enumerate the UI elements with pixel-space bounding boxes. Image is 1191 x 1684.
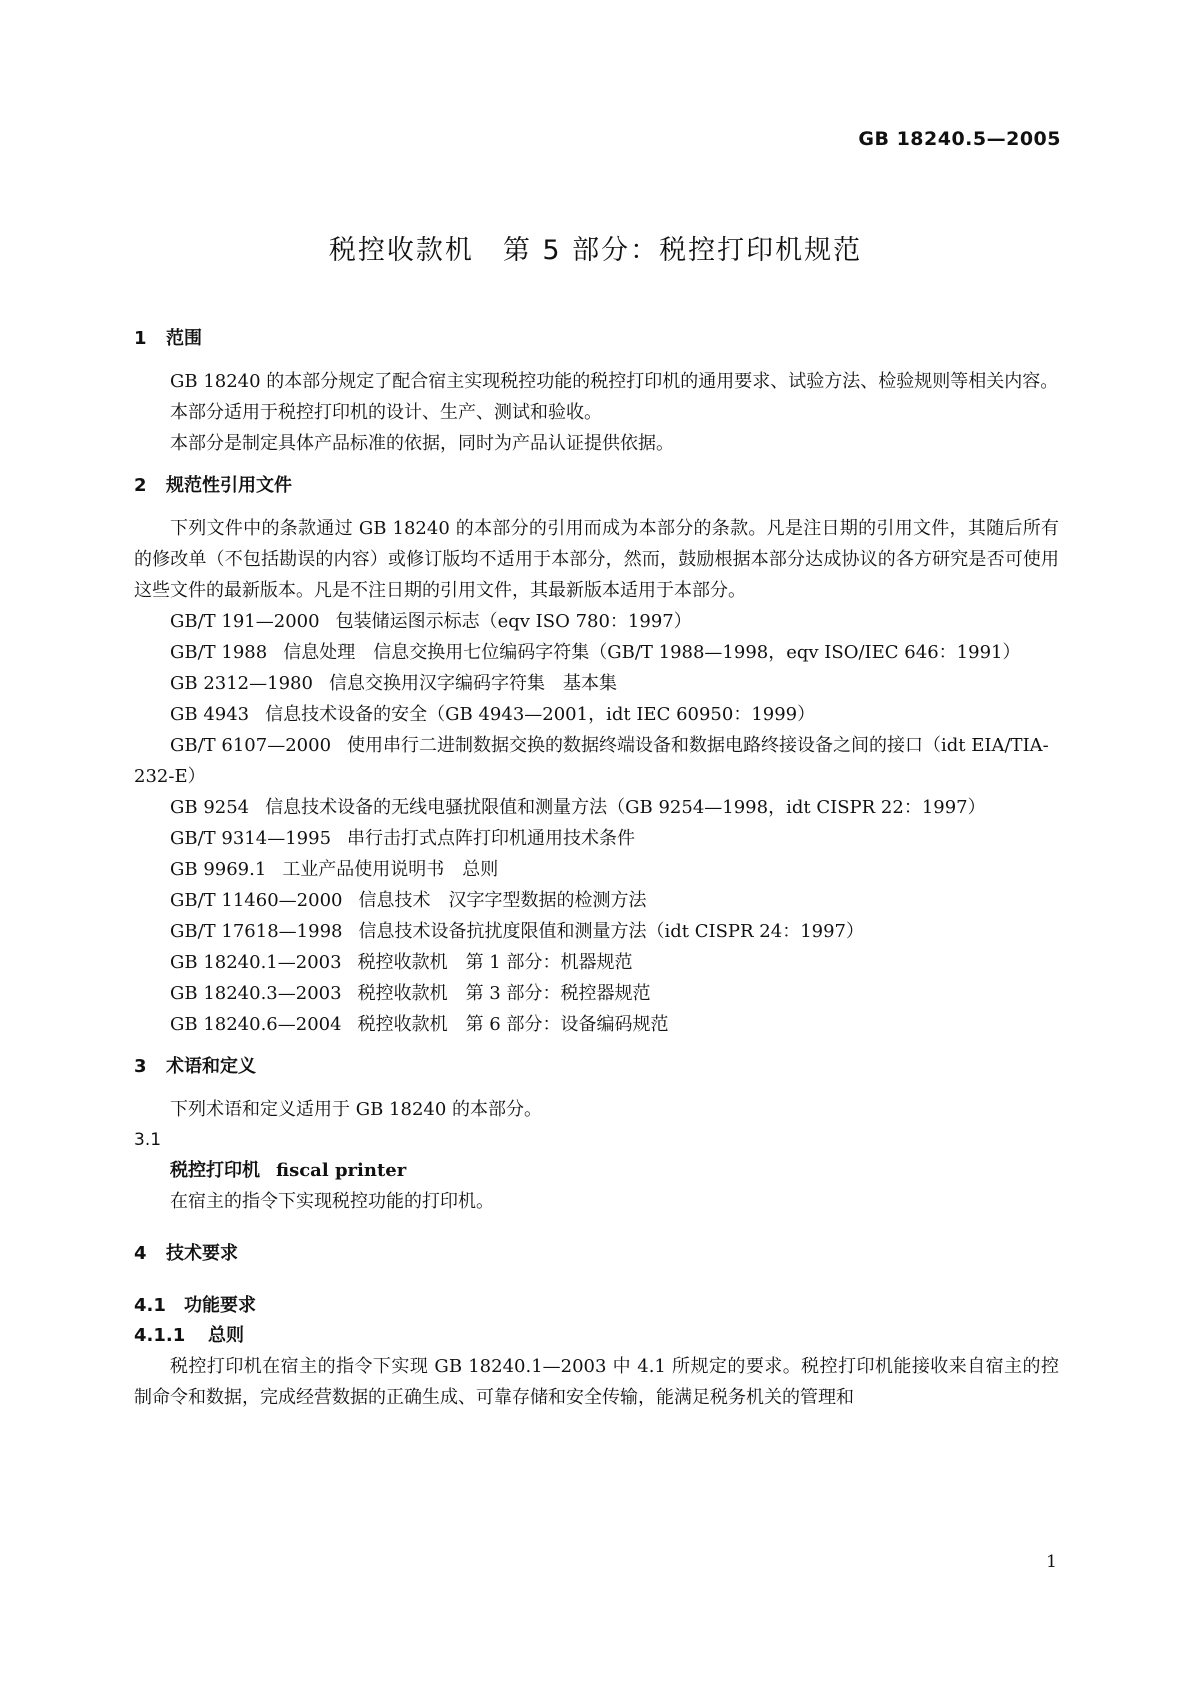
reference-item [134,699,1059,730]
standard-number: GB 18240.5—2005 [858,128,1061,150]
reference-item [134,730,1059,792]
page-number: 1 [1046,1552,1057,1572]
term-entry [134,1155,1059,1186]
reference-title: 使用串行二进制数据交换的数据终端设备和数据电路终接设备之间的接口（idt EIA/TIA-232-E） [134,735,1049,787]
section-title: 技术要求 [166,1243,238,1264]
term-definition: 在宿主的指令下实现税控功能的打印机。 [170,1191,494,1212]
paragraph: 本部分适用于税控打印机的设计、生产、测试和验收。 [170,402,602,423]
reference-item [134,668,1059,699]
reference-code: GB 9254 [170,797,250,818]
reference-title: 税控收款机 第 1 部分：机器规范 [357,952,633,973]
reference-title: 信息技术设备抗扰度限值和测量方法（idt CISPR 24：1997） [358,921,865,942]
paragraph: 下列文件中的条款通过 GB 18240 的本部分的引用而成为本部分的条款。凡是注日期的引用文件，其随后所有的修改单（不包括勘误的内容）或修订版均不适用于本部分，然而，鼓励根据本部分达成协议的各方研究是否可使用这些文件的最新版本。凡是不注日期的引用文件，其最新版本适用于本部分。 [134,518,1059,601]
section-heading [134,324,1059,354]
reference-title: 包装储运图示标志（eqv ISO 780：1997） [335,611,692,632]
paragraph: GB 18240 的本部分规定了配合宿主实现税控功能的税控打印机的通用要求、试验方法、检验规则等相关内容。 [170,371,1059,392]
reference-title: 工业产品使用说明书 总则 [282,859,499,880]
term-number: 3.1 [134,1130,162,1150]
term-zh: 税控打印机 [170,1160,260,1181]
section-title: 术语和定义 [166,1056,256,1077]
section-title: 规范性引用文件 [166,475,292,496]
reference-item [134,978,1059,1009]
reference-code: GB 2312—1980 [170,673,313,694]
reference-code: GB/T 191—2000 [170,611,320,632]
section-heading [134,1052,1059,1082]
reference-code: GB 9969.1 [170,859,267,880]
reference-code: GB 4943 [170,704,250,725]
reference-item [134,885,1059,916]
reference-item [134,792,1059,823]
subsubsection-title: 总则 [208,1325,244,1346]
paragraph: 税控打印机在宿主的指令下实现 GB 18240.1—2003 中 4.1 所规定的要求。税控打印机能接收来自宿主的控制命令和数据，完成经营数据的正确生成、可靠存储和安全传输，能满足税务机关的管理和 [134,1356,1059,1408]
term-en: fiscal printer [276,1160,407,1181]
subsubsection-heading [134,1321,1059,1351]
section-number: 3 [134,1056,147,1077]
paragraph: 下列术语和定义适用于 GB 18240 的本部分。 [170,1099,543,1120]
subsection-heading [134,1291,1059,1321]
reference-item [134,606,1059,637]
reference-item [134,637,1059,668]
reference-code: GB/T 9314—1995 [170,828,332,849]
subsection-title: 功能要求 [184,1295,256,1316]
reference-title: 信息技术设备的无线电骚扰限值和测量方法（GB 9254—1998，idt CISPR 22：1997） [265,797,986,818]
reference-code: GB/T 11460—2000 [170,890,343,911]
paragraph: 本部分是制定具体产品标准的依据，同时为产品认证提供依据。 [170,433,674,454]
reference-title: 信息技术 汉字字型数据的检测方法 [358,890,647,911]
reference-item [134,854,1059,885]
document-title: 税控收款机 第 5 部分：税控打印机规范 [328,235,863,266]
section-heading [134,471,1059,501]
reference-title: 税控收款机 第 6 部分：设备编码规范 [357,1014,669,1035]
reference-item [134,1009,1059,1040]
reference-code: GB/T 6107—2000 [170,735,332,756]
reference-code: GB 18240.1—2003 [170,952,342,973]
reference-title: 信息处理 信息交换用七位编码字符集（GB/T 1988—1998，eqv ISO/IEC 646：1991） [283,642,1021,663]
reference-code: GB 18240.3—2003 [170,983,342,1004]
section-heading [134,1239,1059,1269]
subsubsection-number: 4.1.1 [134,1325,186,1346]
reference-code: GB 18240.6—2004 [170,1014,342,1035]
reference-item [134,947,1059,978]
section-number: 4 [134,1243,147,1264]
reference-item [134,823,1059,854]
section-number: 2 [134,475,147,496]
reference-title: 串行击打式点阵打印机通用技术条件 [347,828,636,849]
document-body [134,324,1059,1413]
reference-title: 税控收款机 第 3 部分：税控器规范 [357,983,651,1004]
section-number: 1 [134,328,147,349]
reference-code: GB/T 17618—1998 [170,921,343,942]
section-title: 范围 [166,328,202,349]
subsection-number: 4.1 [134,1295,166,1316]
reference-code: GB/T 1988 [170,642,268,663]
reference-item [134,916,1059,947]
reference-title: 信息交换用汉字编码字符集 基本集 [328,673,617,694]
reference-title: 信息技术设备的安全（GB 4943—2001，idt IEC 60950：1999） [265,704,816,725]
